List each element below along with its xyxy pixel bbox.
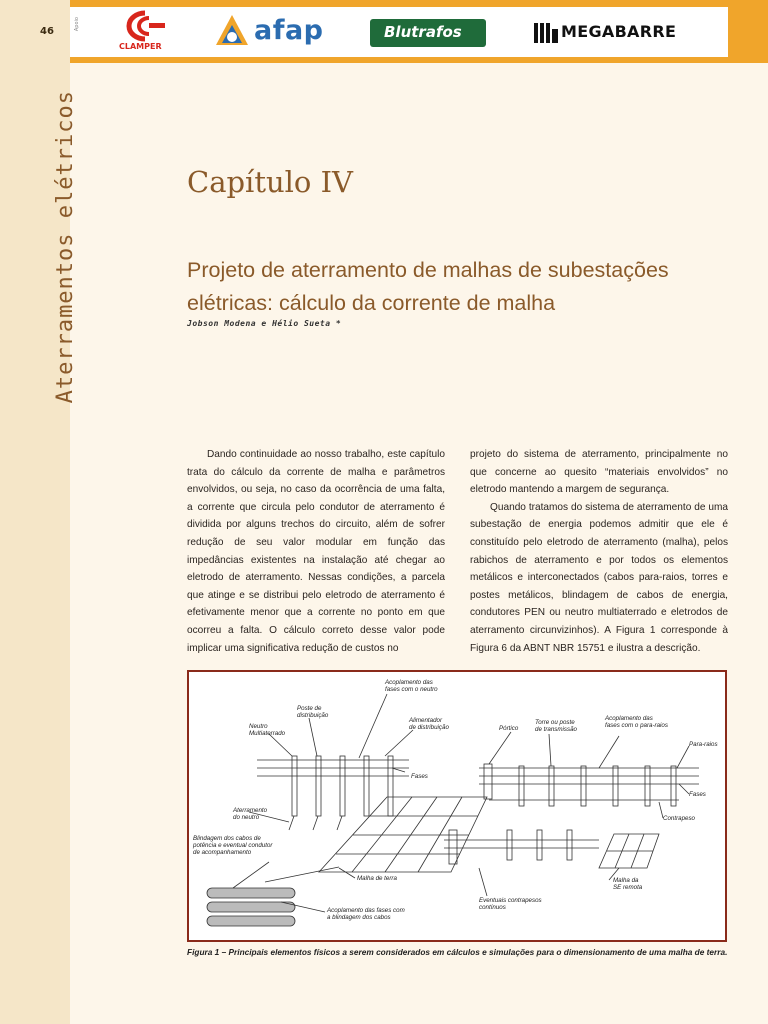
label-acoplamento-neutro: Acoplamento das fases com o neutro bbox=[385, 679, 438, 693]
label-eventuais: Eventuais contrapesos contínuos bbox=[479, 897, 542, 911]
support-note: Apoio bbox=[74, 17, 80, 32]
blutrafos-logo bbox=[370, 19, 486, 47]
ground-mesh bbox=[319, 797, 487, 872]
body-column-right bbox=[470, 446, 728, 657]
label-acoplamento-pararaios: Acoplamento das fases com o para-raios bbox=[605, 715, 668, 729]
sponsor-logo-strip bbox=[70, 7, 728, 57]
chapter-heading: Capítulo IV bbox=[187, 165, 353, 199]
label-pararaios: Para-raios bbox=[689, 741, 718, 748]
label-poste: Poste de distribuição bbox=[297, 705, 329, 719]
label-fases-right: Fases bbox=[689, 791, 706, 798]
paragraph-continuation: projeto do sistema de aterramento, principalmente no que concerne ao quesito “materiais envolvidos” no eletrodo mantendo a margem de segurança. bbox=[470, 449, 728, 496]
afap-emblem-icon bbox=[214, 13, 250, 51]
figure-caption: Figura 1 – Principais elementos físicos a serem considerados em cálculos e simulações para o dimensionamento de uma malha de terra. bbox=[187, 947, 728, 957]
clamper-logo bbox=[105, 9, 185, 55]
article-title: Projeto de aterramento de malhas de subestações elétricas: cálculo da corrente de malha bbox=[187, 258, 669, 315]
megabarre-logo bbox=[533, 21, 693, 45]
paragraph: Dando continuidade ao nosso trabalho, este capítulo trata do cálculo da corrente de malha e parâmetros envolvidos, ou seja, no caso da ocorrência de uma falta, a corrente que circula pelo condutor de aterramento é dividida por alguns trechos do circuito, além de sofrer redução de seu valor modular em função das impedâncias existentes na instalação até chegar ao eletrodo de aterramento. Nessas condições, a parcela que atinge e se distribui pelo eletrodo de aterramento é efetivamente menor que a corrente no ponto em que ocorreu a falta. O cálculo correto desse valor pode implicar uma significativa redução de custos no bbox=[187, 449, 445, 654]
grounding-system-diagram bbox=[189, 672, 725, 940]
megabarre-emblem-icon bbox=[533, 21, 559, 45]
label-neutro: Neutro Multiaterrado bbox=[249, 723, 286, 737]
label-fases-left: Fases bbox=[411, 773, 428, 780]
clamper-logo-text: CLAMPER bbox=[119, 42, 162, 51]
label-malha-se: Malha da SE remota bbox=[613, 877, 643, 891]
label-portico: Pórtico bbox=[499, 725, 519, 732]
body-column-left bbox=[187, 446, 445, 657]
blutrafos-logo-text: Blutrafos bbox=[384, 23, 462, 41]
section-title: Aterramentos elétricos bbox=[53, 90, 78, 404]
label-aterramento-neutro: Aterramento do neutro bbox=[233, 807, 268, 821]
page-number-box bbox=[0, 0, 70, 63]
paragraph: Quando tratamos do sistema de aterramento de uma subestação de energia podemos admitir que ele é constituído pelo eletrodo de aterramento (malha), pelos rabichos de aterramento e por todos os elementos metálicos e interconectados (cabos para-raios, torres e postes metálicos, blindagem de cabos de energia, condutores PEN ou neutro multiaterrado e eletrodos de aterramento circunvizinhos). A Figura 1 corresponde à Figura 6 da ABNT NBR 15751 e ilustra a descrição. bbox=[470, 501, 728, 654]
label-torre: Torre ou poste de transmissão bbox=[535, 719, 577, 733]
label-contrapeso: Contrapeso bbox=[663, 815, 695, 822]
label-acoplamento-blindagem: Acoplamento das fases com a blindagem dos cabos bbox=[327, 907, 405, 921]
megabarre-logo-text: MEGABARRE bbox=[561, 22, 677, 41]
label-malha-terra: Malha de terra bbox=[357, 875, 397, 882]
article-authors: Jobson Modena e Hélio Sueta * bbox=[187, 319, 342, 328]
label-alimentador: Alimentador de distribuição bbox=[409, 717, 449, 731]
power-cables bbox=[207, 888, 295, 926]
afap-logo-text: afap bbox=[254, 15, 324, 46]
figure-1 bbox=[187, 670, 727, 942]
afap-logo bbox=[214, 13, 334, 51]
label-blindagem: Blindagem dos cabos de potência e eventual condutor de acompanhamento bbox=[193, 835, 273, 856]
page-number: 46 bbox=[40, 26, 54, 37]
